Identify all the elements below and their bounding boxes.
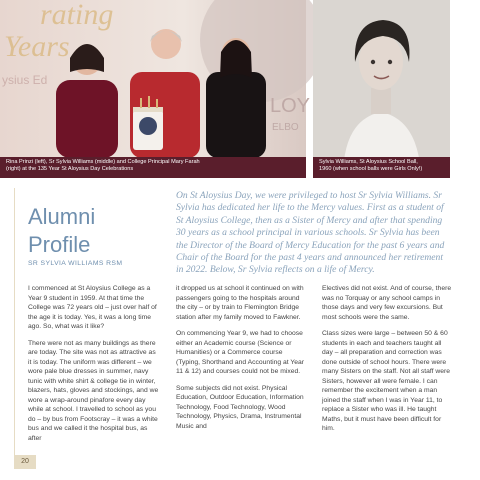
paragraph: it dropped us at school it continued on with passengers going to the hospitals around the city – or by train to Flemington Bridge station after my family moved to Fawkner. (176, 285, 304, 321)
backdrop-text-1: rating (40, 0, 114, 31)
photo-celebration (0, 0, 311, 178)
article-column-3 (322, 284, 452, 441)
paragraph: There were not as many buildings as there are today. The site was not as attractive as it is today. The uniform was different – we wore pale blue dresses in summer, navy tunic with white shirt & college tie in winter, blazers, hats, gloves and stockings, and we wore a wrap-around pinafore every day while at school. I travelled to school as you do – by bus from Footscray – it was a white bus and we called it the hospital bus, as after (28, 339, 159, 442)
photo-school-ball (313, 0, 450, 178)
backdrop-text-4: LOY (270, 95, 311, 117)
page-margin-rule (14, 188, 15, 455)
title-line-2: Profile (28, 232, 91, 257)
paragraph: Electives did not exist. And of course, there was no Torquay or any school camps in those days and very few excursions. But most schools were the same. (322, 285, 452, 321)
celebration-photo-art (0, 0, 311, 178)
article-column-1 (28, 284, 160, 450)
paragraph: I commenced at St Aloysius College as a Year 9 student in 1959. At that time the College was 72 years old – just over half of the age it is today. Yes, it was a long time ago. So, what was it like? (28, 285, 157, 330)
backdrop-text-2: Years (4, 30, 70, 63)
paragraph: Class sizes were large – between 50 & 60 students in each and teachers taught all day – all preparation and correction was done outside of school hours. There were many Sisters on the staff. Not all staff were Sisters, however all were female. I can remember the excitement when a man joined the staff when I was in Year 11, to replace a Sister who was ill. He taught Maths, but it must have been difficult for him. (322, 330, 451, 432)
caption-left-line-1: Rina Prinzi (left), Sr Sylvia Williams (middle) and College Principal Mary Farah (6, 159, 200, 165)
title-line-1: Alumni (28, 204, 96, 229)
paragraph: On commencing Year 9, we had to choose either an Academic course (Science or Humanities) or a Commerce course (Typing, Shorthand and Accounting at Year 11 & 12) and courses could not be mixed. (176, 330, 304, 375)
backdrop-text-5: ELBO (272, 122, 299, 133)
caption-left-line-2: (right) at the 135 Year St Aloysius Day Celebrations (6, 166, 134, 173)
page-number: 20 (14, 455, 36, 469)
backdrop-text-3: ysius Ed (2, 73, 48, 87)
school-ball-photo-art (313, 0, 450, 178)
article-column-2 (176, 284, 308, 438)
paragraph: Some subjects did not exist. Physical Education, Outdoor Education, Information Technology, Food Technology, Wood Technology, Physics, Drama, Instrumental Music and (176, 384, 304, 430)
caption-right (313, 157, 450, 178)
caption-right-line-2: 1960 (when school balls were Girls Only!) (319, 166, 423, 173)
intro-paragraph: On St Aloysius Day, we were privileged to host Sr Sylvia Williams. Sr Sylvia has dedicated her life to the Mercy values. First as a student of St Aloysius College, then as a Sister of Mercy and after that spending 30 years as a school principal in various schools. Sr Sylvia has been the Director of the Board of Mercy Education for the past 6 years and Chair of the Board for the past 4 years and announced her retirement in 2022. Below, Sr Sylvia reflects on a life of Mercy. (176, 190, 445, 276)
profile-subject-name: SR SYLVIA WILLIAMS RSM (28, 260, 123, 267)
caption-left (0, 157, 306, 178)
page-title (28, 203, 95, 259)
caption-right-line-1: Sylvia Williams, St Aloysius School Ball, (319, 159, 418, 165)
